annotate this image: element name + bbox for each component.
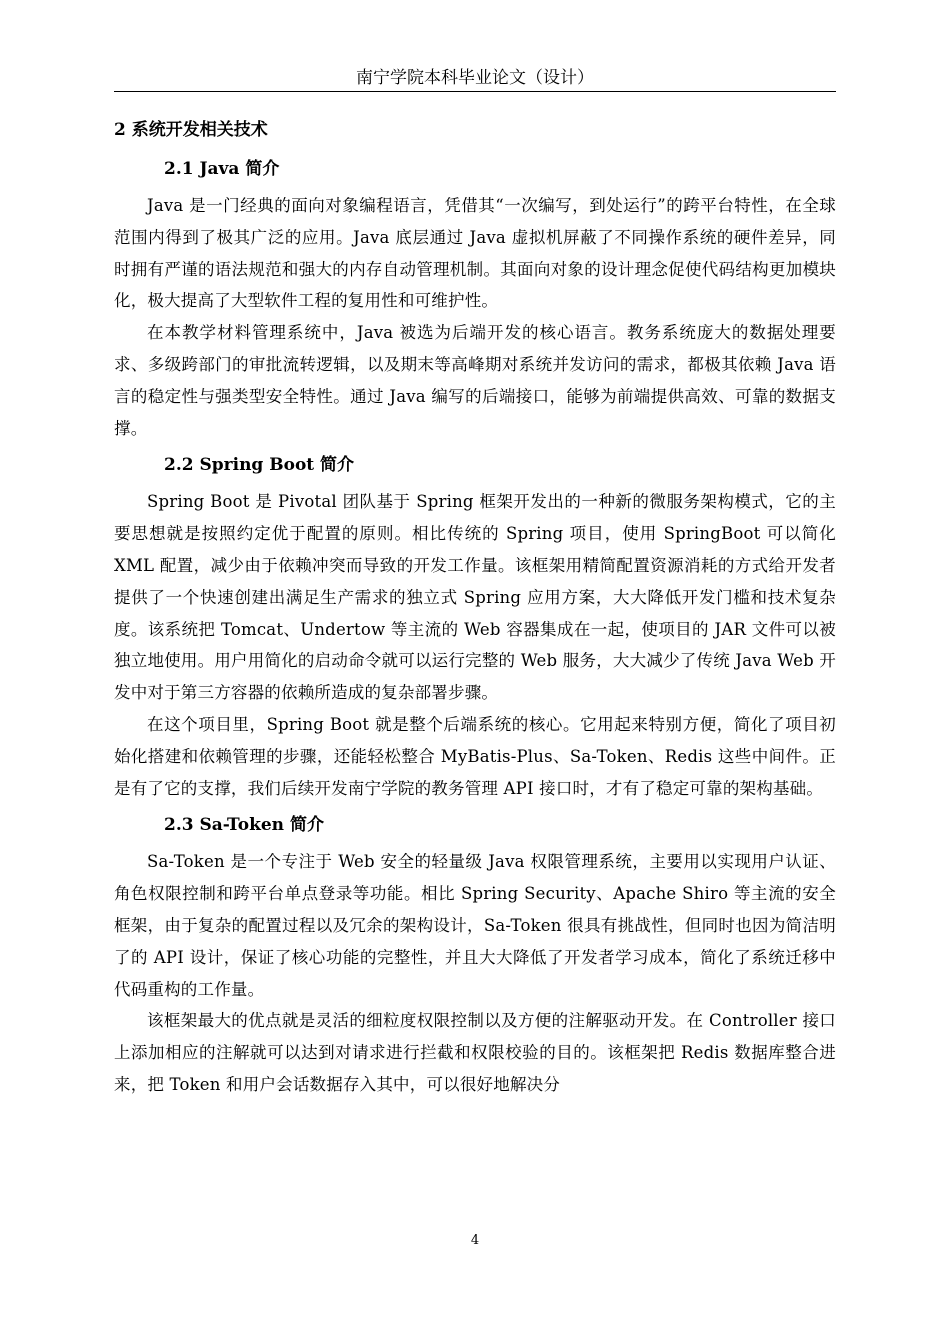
page-number: 4 <box>470 1233 480 1248</box>
header-rule <box>114 91 836 92</box>
section-heading-spring-boot: 2.2 Spring Boot 简介 <box>164 455 355 476</box>
chapter-title: 2 系统开发相关技术 <box>114 120 268 140</box>
running-header: 南宁学院本科毕业论文（设计） <box>356 68 594 88</box>
paragraph: Spring Boot 是 Pivotal 团队基于 Spring 框架开发出的一种新的微服务架构模式，它的主要思想就是按照约定优于配置的原则。相比传统的 Spring 项目，使用 SpringBoot 可以简化 XML 配置，减少由于依赖冲突而导致的开发工作量。该框架用精简配置资源消耗的方式给开发者提供了一个快速创建出满足生产需求的独立式 Spring 应用方案，大大降低开发门槛和技术复杂度。该系统把 Tomcat、Undertow 等主流的 Web 容器集成在一起，使项目的 JAR 文件可以被独立地使用。用户用简化的启动命令就可以运行完整的 Web 服务，大大减少了传统 Java Web 开发中对于第三方容器的依赖所造成的复杂部署步骤。 <box>114 492 836 703</box>
page-content <box>114 112 836 1101</box>
paragraph: 该框架最大的优点就是灵活的细粒度权限控制以及方便的注解驱动开发。在 Controller 接口上添加相应的注解就可以达到对请求进行拦截和权限校验的目的。该框架把 Redis 数据库整合进来，把 Token 和用户会话数据存入其中，可以很好地解决分 <box>114 1011 836 1094</box>
paragraph: 在本教学材料管理系统中，Java 被选为后端开发的核心语言。教务系统庞大的数据处理要求、多级跨部门的审批流转逻辑，以及期末等高峰期对系统并发访问的需求，都极其依赖 Java 语言的稳定性与强类型安全特性。通过 Java 编写的后端接口，能够为前端提供高效、可靠的数据支撑。 <box>114 323 836 438</box>
paragraph: 在这个项目里，Spring Boot 就是整个后端系统的核心。它用起来特别方便，简化了项目初始化搭建和依赖管理的步骤，还能轻松整合 MyBatis-Plus、Sa-Token、Redis 这些中间件。正是有了它的支撑，我们后续开发南宁学院的教务管理 API 接口时，才有了稳定可靠的架构基础。 <box>114 714 836 798</box>
paragraph: Sa-Token 是一个专注于 Web 安全的轻量级 Java 权限管理系统，主要用以实现用户认证、角色权限控制和跨平台单点登录等功能。相比 Spring Security、Apache Shiro 等主流的安全框架，由于复杂的配置过程以及冗余的架构设计，Sa-Token 很具有挑战性，但同时也因为简洁明了的 API 设计，保证了核心功能的完整性，并且大大降低了开发者学习成本，简化了系统迁移中代码重构的工作量。 <box>114 852 836 999</box>
section-heading-sa-token: 2.3 Sa-Token 简介 <box>164 815 324 836</box>
paragraph: Java 是一门经典的面向对象编程语言，凭借其“一次编写，到处运行”的跨平台特性，在全球范围内得到了极其广泛的应用。Java 底层通过 Java 虚拟机屏蔽了不同操作系统的硬件差异，同时拥有严谨的语法规范和强大的内存自动管理机制。其面向对象的设计理念促使代码结构更加模块化，极大提高了大型软件工程的复用性和可维护性。 <box>114 196 836 311</box>
section-heading-java: 2.1 Java 简介 <box>164 159 280 179</box>
